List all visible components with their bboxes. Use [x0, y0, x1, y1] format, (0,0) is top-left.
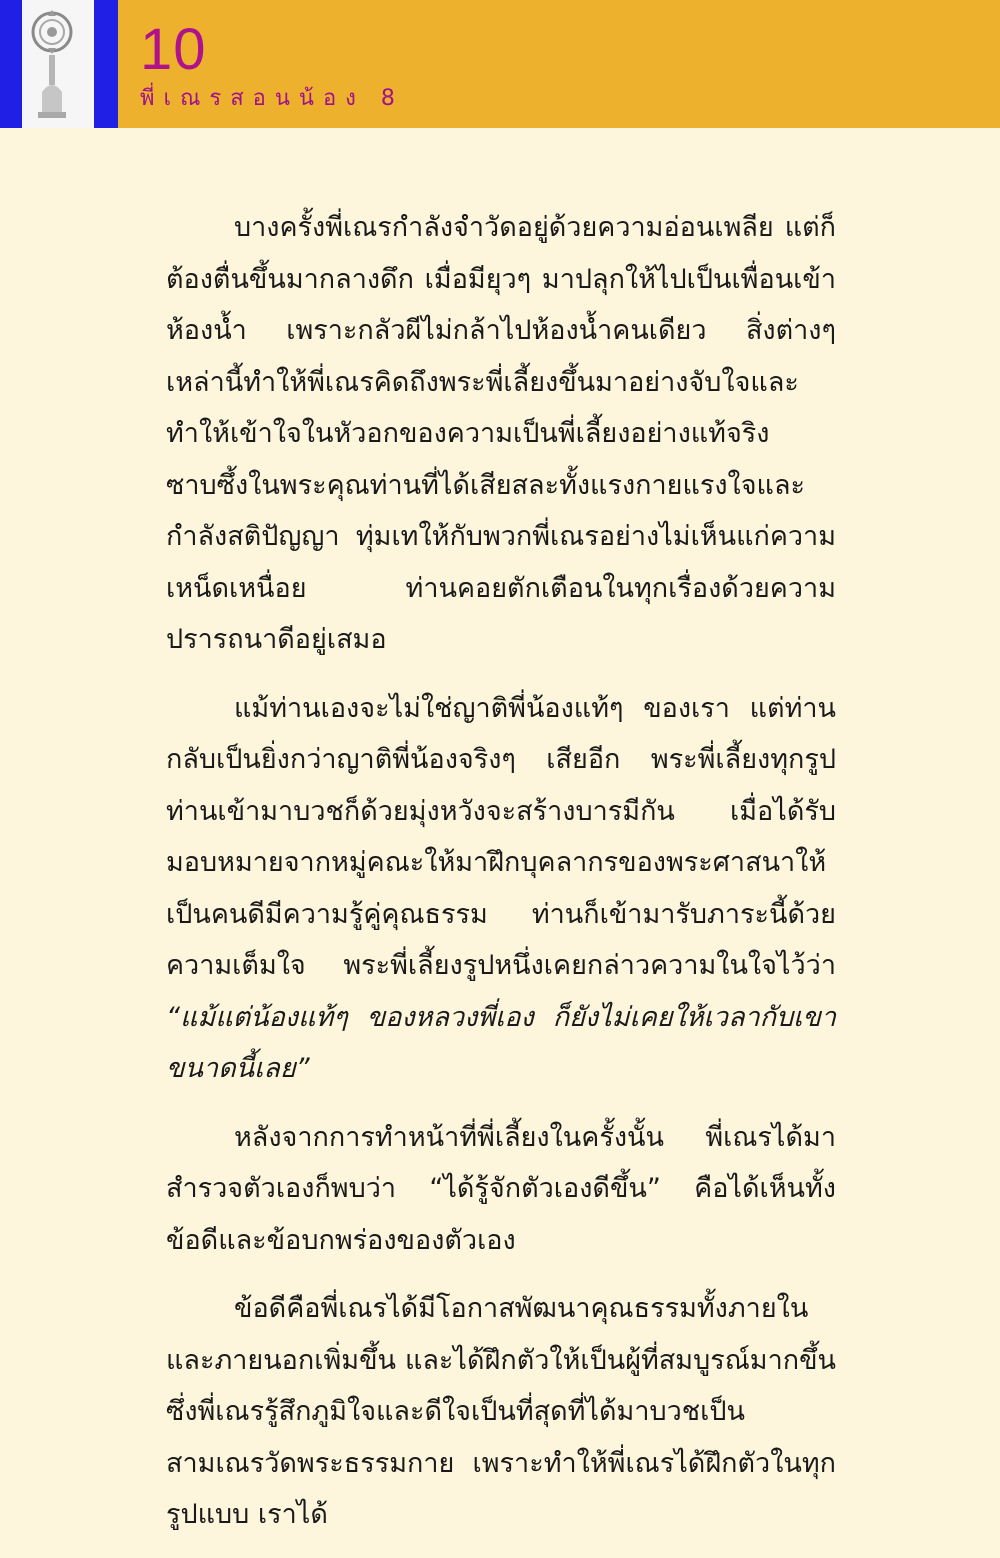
page-number: 10: [140, 17, 207, 82]
paragraph-1: บางครั้งพี่เณรกำลังจำวัดอยู่ด้วยความอ่อนเพลีย แต่ก็ต้องตื่นขึ้นมากลางดึก เมื่อมียุวๆ มาปลุกให้ไปเป็นเพื่อนเข้าห้องน้ำ เพราะกลัวผีไม่กล้าไปห้องน้ำคนเดียว สิ่งต่างๆ เหล่านี้ทำให้พี่เณรคิดถึงพระพี่เลี้ยงขึ้นมาอย่างจับใจและทำให้เข้าใจในหัวอกของความเป็นพี่เลี้ยงอย่างแท้จริง ซาบซึ้งในพระคุณท่านที่ได้เสียสละทั้งแรงกายแรงใจและกำลังสติปัญญา ทุ่มเทให้กับพวกพี่เณรอย่างไม่เห็นแก่ความเหน็ดเหนื่อย ท่านคอยตักเตือนในทุกเรื่องด้วยความปรารถนาดีอยู่เสมอ: [166, 212, 836, 655]
paragraph-3: หลังจากการทำหน้าที่พี่เลี้ยงในครั้งนั้น พี่เณรได้มาสำรวจตัวเองก็พบว่า “ได้รู้จักตัวเองดีขึ้น” คือได้เห็นทั้งข้อดีและข้อบกพร่องของตัวเอง: [166, 1121, 836, 1256]
quote-text: “แม้แต่น้องแท้ๆ ของหลวงพี่เอง ก็ยังไม่เคยให้เวลากับเขาขนาดนี้เลย”: [166, 1001, 836, 1084]
header-blue-stripe-left: [0, 0, 22, 128]
temple-emblem-icon: [22, 0, 94, 128]
paragraph-2: [166, 683, 836, 1095]
book-title: พี่เณรสอนน้อง 8: [140, 86, 404, 111]
header-blue-stripe-right: [94, 0, 118, 128]
body-text: [166, 202, 836, 1558]
paragraph-4: ข้อดีคือพี่เณรได้มีโอกาสพัฒนาคุณธรรมทั้งภายในและภายนอกเพิ่มขึ้น และได้ฝึกตัวให้เป็นผู้ที่สมบูรณ์มากขึ้น ซึ่งพี่เณรรู้สึกภูมิใจและดีใจเป็นที่สุดที่ได้มาบวชเป็นสามเณรวัดพระธรรมกาย เพราะทำให้พี่เณรได้ฝึกตัวในทุกรูปแบบ เราได้: [166, 1293, 836, 1530]
emblem-panel: [22, 0, 94, 128]
paragraph-2-text: แม้ท่านเองจะไม่ใช่ญาติพี่น้องแท้ๆ ของเรา แต่ท่านกลับเป็นยิ่งกว่าญาติพี่น้องจริงๆ เสียอีก พระพี่เลี้ยงทุกรูปท่านเข้ามาบวชก็ด้วยมุ่งหวังจะสร้างบารมีกัน เมื่อได้รับมอบหมายจากหมู่คณะให้มาฝึกบุคลากรของพระศาสนาให้เป็นคนดีมีความรู้คู่คุณธรรม ท่านก็เข้ามารับภาระนี้ด้วยความเต็มใจ พระพี่เลี้ยงรูปหนึ่งเคยกล่าวความในใจไว้ว่า: [166, 692, 836, 981]
